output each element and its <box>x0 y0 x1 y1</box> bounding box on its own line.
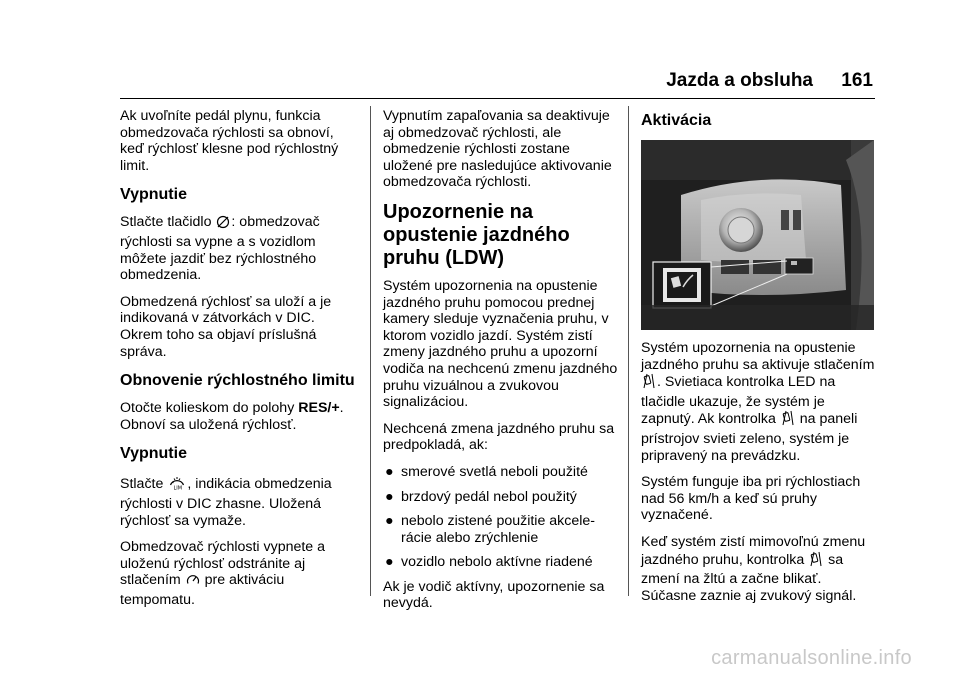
dashboard-photo <box>641 140 874 330</box>
dashboard-illustration <box>641 140 874 330</box>
watermark: carmanualsonline.info <box>711 647 912 669</box>
speed-limiter-off-icon <box>216 215 230 234</box>
paragraph: Ak je vodič aktívny, upozornenie sa nevydá. <box>383 578 605 612</box>
column-2 <box>383 108 619 622</box>
list-item: ● brzdový pedál nebol použitý <box>385 488 577 505</box>
heading-aktivacia: Aktivácia <box>641 112 712 129</box>
list-item: ● smerové svetlá neboli použité <box>385 463 588 480</box>
column-divider <box>370 106 371 596</box>
chapter-title: Jazda a obsluha <box>666 70 813 91</box>
paragraph: Stlačte tlačidlo : obmedzovač rýchlosti sa vypne a s vozidlom môžete jazdiť bez rýchlostného obmedzenia. <box>120 214 320 284</box>
paragraph: Systém upozornenia na opustenie jazdného pruhu sa aktivuje stlačením . Svietiaca kontrolka LED na tlačidle ukazuje, že systém je zapnutý. Ak kontrolka na paneli prístrojov svieti zeleno, systém je pripravený na prevádzku. <box>641 340 875 464</box>
paragraph: Stlačte LIM , indikácia obmedzenia rýchlosti v DIC zhasne. Uložená rýchlosť sa vymaže. <box>120 473 360 529</box>
svg-text:LIM: LIM <box>173 485 183 492</box>
paragraph: Obmedzovač rýchlosti vypnete a uloženú rýchlosť odstránite aj stlačením pre aktiváciu tempomatu. <box>120 539 326 608</box>
lane-departure-icon <box>642 373 656 394</box>
paragraph: Keď systém zistí mimovoľnú zmenu jazdného pruhu, kontrolka sa zmení na žltú a začne blikať. Súčasne zaznie aj zvukový signál. <box>641 533 866 604</box>
column-divider <box>628 106 629 596</box>
lane-departure-icon <box>781 410 795 431</box>
paragraph: Obmedzená rýchlosť sa uloží a je indikovaná v zátvorkách v DIC. Okrem toho sa objaví príslušná správa. <box>120 293 332 360</box>
paragraph: Otočte kolieskom do polohy RES/+. Obnoví sa uložená rýchlosť. <box>120 400 344 433</box>
paragraph: Systém upozornenia na opustenie jazdného pruhu pomocou prednej kamery sleduje vyznačenia pruhu, v ktorom vozidlo jazdí. Systém zistí zmeny jazdného pruhu a upozorní vodiča na nechcenú zmenu jazdného pruhu vizuálnou a zvukovou signalizáciou. <box>383 277 618 411</box>
paragraph: Vypnutím zapaľovania sa deaktivuje aj obmedzovač rýchlosti, ale obmedzenie rýchlosti zostane uložené pre nasledujúce aktivovanie obmedzovača rýchlosti. <box>383 108 612 191</box>
speed-limiter-icon <box>168 473 186 496</box>
paragraph: Systém funguje iba pri rýchlostiach nad 56 km/h a keď sú pruhy vyznačené. <box>641 474 861 524</box>
heading-ldw: Upozornenie na opustenie jazdného pruhu (LDW) <box>383 200 570 269</box>
header-rule <box>120 98 875 99</box>
paragraph: Ak uvoľníte pedál plynu, funkcia obmedzovača rýchlosti sa obnoví, keď rýchlosť klesne pod rýchlostný limit. <box>120 108 339 174</box>
paragraph: Nechcená zmena jazdného pruhu sa predpokladá, ak: <box>383 420 615 454</box>
bullet-list <box>383 464 619 571</box>
heading-obnovenie: Obnovenie rýchlostného limitu <box>120 372 355 390</box>
page-header <box>120 68 875 98</box>
heading-vypnutie: Vypnutie <box>120 445 187 463</box>
heading-vypnutie: Vypnutie <box>120 186 187 204</box>
lane-departure-icon <box>809 551 823 572</box>
page-number: 161 <box>841 70 873 91</box>
column-1 <box>120 108 360 618</box>
column-3 <box>641 108 877 614</box>
cruise-control-icon <box>186 573 200 592</box>
list-item: ● vozidlo nebolo aktívne riadené <box>385 554 593 571</box>
list-item: ● nebolo zistené použitie akcele-rácie alebo zrýchlenie <box>385 513 596 546</box>
